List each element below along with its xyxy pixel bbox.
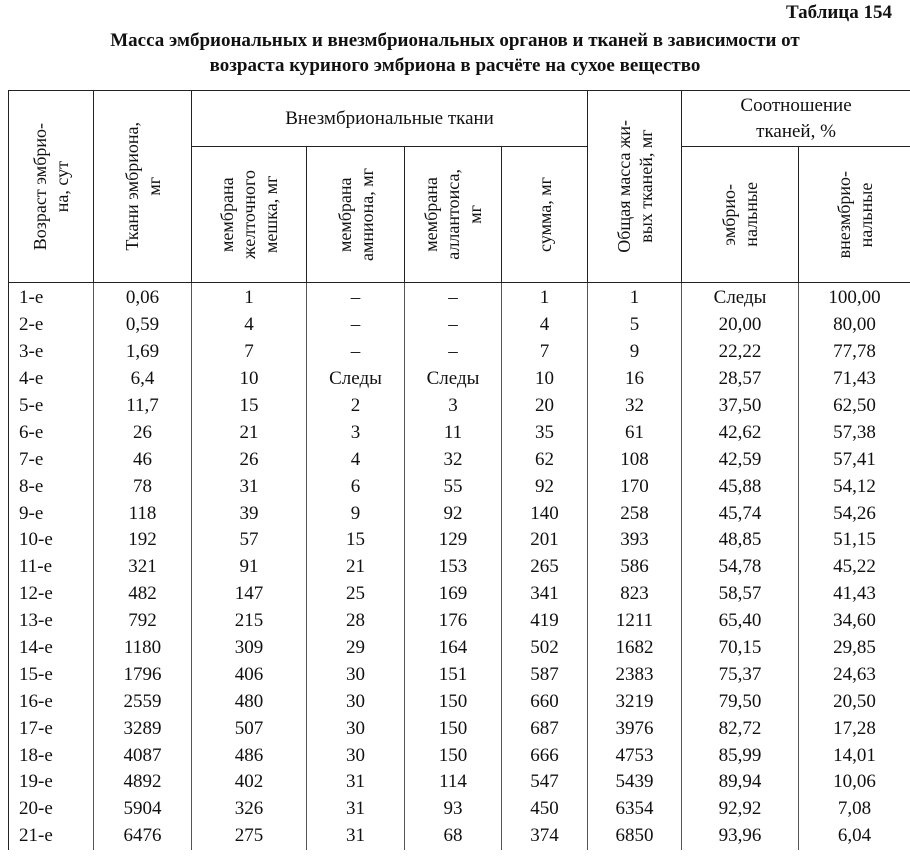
table-cell: 57,38 xyxy=(799,419,910,446)
table-row xyxy=(9,796,910,823)
table-cell: 16 xyxy=(588,366,682,393)
table-cell: 41,43 xyxy=(799,581,910,608)
table-cell: 1,69 xyxy=(94,339,192,366)
table-cell: 31 xyxy=(307,769,405,796)
table-cell: 502 xyxy=(502,635,588,662)
table-cell: 7 xyxy=(502,339,588,366)
table-row xyxy=(9,608,910,635)
table-cell: 80,00 xyxy=(799,312,910,339)
table-cell: 3 xyxy=(307,419,405,446)
table-row xyxy=(9,393,910,420)
table-row xyxy=(9,312,910,339)
table-cell: 1-е xyxy=(9,283,94,312)
table-cell: 258 xyxy=(588,500,682,527)
table-cell: 3-е xyxy=(9,339,94,366)
table-cell: 13-е xyxy=(9,608,94,635)
table-cell: 1 xyxy=(502,283,588,312)
table-cell: 17,28 xyxy=(799,715,910,742)
table-cell: 45,22 xyxy=(799,554,910,581)
table-cell: 58,57 xyxy=(682,581,799,608)
table-cell: 85,99 xyxy=(682,742,799,769)
table-cell: 46 xyxy=(94,446,192,473)
header-total-mass: Общая масса жи- вых тканей, мг xyxy=(588,91,682,283)
header-sum: сумма, мг xyxy=(502,147,588,283)
table-cell: 2559 xyxy=(94,688,192,715)
table-cell: 91 xyxy=(192,554,307,581)
table-cell: 480 xyxy=(192,688,307,715)
table-cell: 28,57 xyxy=(682,366,799,393)
header-amnion: мембрана амниона, мг xyxy=(307,147,405,283)
table-cell: 21 xyxy=(307,554,405,581)
table-cell: 6850 xyxy=(588,823,682,850)
table-row xyxy=(9,581,910,608)
table-cell: 6-е xyxy=(9,419,94,446)
table-cell: 26 xyxy=(94,419,192,446)
table-cell: – xyxy=(405,312,502,339)
table-cell: 54,12 xyxy=(799,473,910,500)
table-cell: 29 xyxy=(307,635,405,662)
table-row xyxy=(9,554,910,581)
table-cell: 37,50 xyxy=(682,393,799,420)
table-cell: 65,40 xyxy=(682,608,799,635)
table-cell: 170 xyxy=(588,473,682,500)
table-cell: 8-е xyxy=(9,473,94,500)
table-cell: 10,06 xyxy=(799,769,910,796)
table-cell: 22,22 xyxy=(682,339,799,366)
table-cell: 6354 xyxy=(588,796,682,823)
table-cell: 42,62 xyxy=(682,419,799,446)
table-cell: 3219 xyxy=(588,688,682,715)
table-cell: 20,50 xyxy=(799,688,910,715)
table-cell: 176 xyxy=(405,608,502,635)
table-row xyxy=(9,366,910,393)
table-cell: 32 xyxy=(588,393,682,420)
table-cell: 0,59 xyxy=(94,312,192,339)
table-cell: 151 xyxy=(405,661,502,688)
table-cell: 402 xyxy=(192,769,307,796)
table-cell: 2383 xyxy=(588,661,682,688)
table-cell: 10 xyxy=(192,366,307,393)
table-cell: 92 xyxy=(502,473,588,500)
table-cell: 486 xyxy=(192,742,307,769)
table-cell: 57,41 xyxy=(799,446,910,473)
table-cell: 4 xyxy=(307,446,405,473)
header-ratio-group: Соотношение тканей, % xyxy=(682,91,910,147)
table-cell: 118 xyxy=(94,500,192,527)
header-embryo-tissue: Ткани эмбриона, мг xyxy=(94,91,192,283)
table-cell: 587 xyxy=(502,661,588,688)
header-extra-embryonic-ratio: внезмбрио- нальные xyxy=(799,147,910,283)
table-row xyxy=(9,661,910,688)
table-cell: 82,72 xyxy=(682,715,799,742)
table-cell: 4-е xyxy=(9,366,94,393)
table-cell: 3289 xyxy=(94,715,192,742)
table-cell: 265 xyxy=(502,554,588,581)
table-cell: 150 xyxy=(405,742,502,769)
table-cell: 30 xyxy=(307,688,405,715)
table-cell: 21-е xyxy=(9,823,94,850)
table-cell: 7,08 xyxy=(799,796,910,823)
table-cell: 19-е xyxy=(9,769,94,796)
table-cell: 1 xyxy=(192,283,307,312)
table-cell: 16-е xyxy=(9,688,94,715)
table-cell: 4892 xyxy=(94,769,192,796)
table-row xyxy=(9,769,910,796)
table-cell: 147 xyxy=(192,581,307,608)
table-cell: 62,50 xyxy=(799,393,910,420)
table-cell: 1682 xyxy=(588,635,682,662)
table-cell: 42,59 xyxy=(682,446,799,473)
table-cell: 35 xyxy=(502,419,588,446)
table-cell: 7-е xyxy=(9,446,94,473)
header-yolk-sac: мембрана желточного мешка, мг xyxy=(192,147,307,283)
table-cell: 31 xyxy=(307,823,405,850)
table-cell: 1 xyxy=(588,283,682,312)
table-cell: 507 xyxy=(192,715,307,742)
table-cell: 9-е xyxy=(9,500,94,527)
table-cell: 341 xyxy=(502,581,588,608)
table-cell: 55 xyxy=(405,473,502,500)
table-cell: – xyxy=(405,339,502,366)
table-cell: 31 xyxy=(307,796,405,823)
table-cell: 78 xyxy=(94,473,192,500)
table-cell: 309 xyxy=(192,635,307,662)
table-cell: 6 xyxy=(307,473,405,500)
table-cell: 30 xyxy=(307,742,405,769)
header-extra-embryonic-group: Внезмбриональные ткани xyxy=(192,91,588,147)
table-cell: 482 xyxy=(94,581,192,608)
table-cell: 7 xyxy=(192,339,307,366)
table-cell: 1211 xyxy=(588,608,682,635)
table-cell: 100,00 xyxy=(799,283,910,312)
table-cell: Следы xyxy=(307,366,405,393)
table-cell: 823 xyxy=(588,581,682,608)
table-cell: 1796 xyxy=(94,661,192,688)
header-allantois: мембрана аллантоиса, мг xyxy=(405,147,502,283)
table-cell: – xyxy=(307,312,405,339)
table-cell: 70,15 xyxy=(682,635,799,662)
table-cell: 547 xyxy=(502,769,588,796)
table-cell: 393 xyxy=(588,527,682,554)
table-cell: 45,88 xyxy=(682,473,799,500)
table-cell: 15 xyxy=(192,393,307,420)
title-line-1: Масса эмбриональных и внезмбриональных органов и тканей в зависимости от xyxy=(110,30,800,51)
table-cell: 26 xyxy=(192,446,307,473)
table-cell: 68 xyxy=(405,823,502,850)
table-row xyxy=(9,715,910,742)
table-cell: 215 xyxy=(192,608,307,635)
table-cell: 20,00 xyxy=(682,312,799,339)
table-cell: 79,50 xyxy=(682,688,799,715)
table-cell: 687 xyxy=(502,715,588,742)
table-cell: Следы xyxy=(405,366,502,393)
table-cell: 30 xyxy=(307,715,405,742)
table-cell: 12-е xyxy=(9,581,94,608)
table-cell: 93 xyxy=(405,796,502,823)
table-cell: 4087 xyxy=(94,742,192,769)
table-cell: 24,63 xyxy=(799,661,910,688)
table-row xyxy=(9,688,910,715)
table-cell: 15-е xyxy=(9,661,94,688)
table-cell: 48,85 xyxy=(682,527,799,554)
table-cell: 321 xyxy=(94,554,192,581)
table-cell: 660 xyxy=(502,688,588,715)
table-cell: 39 xyxy=(192,500,307,527)
table-row xyxy=(9,446,910,473)
table-cell: 20-е xyxy=(9,796,94,823)
table-cell: 5904 xyxy=(94,796,192,823)
table-cell: 54,26 xyxy=(799,500,910,527)
table-cell: 450 xyxy=(502,796,588,823)
table-cell: 25 xyxy=(307,581,405,608)
table-cell: 3976 xyxy=(588,715,682,742)
table-cell: 1180 xyxy=(94,635,192,662)
table-cell: 153 xyxy=(405,554,502,581)
table-cell: 129 xyxy=(405,527,502,554)
table-cell: 15 xyxy=(307,527,405,554)
table-cell: 4 xyxy=(192,312,307,339)
table-cell: 77,78 xyxy=(799,339,910,366)
table-cell: 92 xyxy=(405,500,502,527)
table-cell: 5 xyxy=(588,312,682,339)
table-cell: 169 xyxy=(405,581,502,608)
table-cell: 150 xyxy=(405,688,502,715)
table-cell: 666 xyxy=(502,742,588,769)
table-cell: 164 xyxy=(405,635,502,662)
table-cell: 108 xyxy=(588,446,682,473)
table-cell: 21 xyxy=(192,419,307,446)
table-cell: 11-е xyxy=(9,554,94,581)
table-cell: 6476 xyxy=(94,823,192,850)
table-row xyxy=(9,635,910,662)
table-cell: 45,74 xyxy=(682,500,799,527)
table-row xyxy=(9,500,910,527)
table-cell: 31 xyxy=(192,473,307,500)
table-cell: 3 xyxy=(405,393,502,420)
table-cell: 4 xyxy=(502,312,588,339)
table-row xyxy=(9,742,910,769)
table-header xyxy=(9,91,910,283)
table-cell: 201 xyxy=(502,527,588,554)
table-cell: 18-е xyxy=(9,742,94,769)
table-cell: 10 xyxy=(502,366,588,393)
table-row xyxy=(9,527,910,554)
data-table xyxy=(8,90,910,850)
table-cell: 92,92 xyxy=(682,796,799,823)
table-cell: 14-е xyxy=(9,635,94,662)
table-cell: 71,43 xyxy=(799,366,910,393)
table-cell: 62 xyxy=(502,446,588,473)
table-cell: 89,94 xyxy=(682,769,799,796)
table-cell: 9 xyxy=(307,500,405,527)
table-cell: Следы xyxy=(682,283,799,312)
table-cell: 2 xyxy=(307,393,405,420)
table-cell: 5439 xyxy=(588,769,682,796)
table-body xyxy=(9,283,910,850)
table-cell: 17-е xyxy=(9,715,94,742)
table-cell: 34,60 xyxy=(799,608,910,635)
table-cell: – xyxy=(307,283,405,312)
table-cell: 14,01 xyxy=(799,742,910,769)
table-number: Таблица 154 xyxy=(785,2,892,23)
table-cell: 586 xyxy=(588,554,682,581)
table-cell: 32 xyxy=(405,446,502,473)
table-cell: 9 xyxy=(588,339,682,366)
title-line-2: возраста куриного эмбриона в расчёте на сухое вещество xyxy=(209,55,701,76)
table-cell: – xyxy=(307,339,405,366)
table-cell: 150 xyxy=(405,715,502,742)
table-row xyxy=(9,419,910,446)
table-cell: 419 xyxy=(502,608,588,635)
table-row xyxy=(9,823,910,850)
table-cell: 57 xyxy=(192,527,307,554)
table-cell: 4753 xyxy=(588,742,682,769)
table-cell: 2-е xyxy=(9,312,94,339)
table-cell: 406 xyxy=(192,661,307,688)
table-cell: 192 xyxy=(94,527,192,554)
table-cell: 6,4 xyxy=(94,366,192,393)
table-cell: 326 xyxy=(192,796,307,823)
table-cell: 61 xyxy=(588,419,682,446)
table-cell: 29,85 xyxy=(799,635,910,662)
table-cell: 20 xyxy=(502,393,588,420)
table-cell: 792 xyxy=(94,608,192,635)
table-cell: 11 xyxy=(405,419,502,446)
table-row xyxy=(9,339,910,366)
table-cell: 5-е xyxy=(9,393,94,420)
table-cell: 275 xyxy=(192,823,307,850)
table-cell: 0,06 xyxy=(94,283,192,312)
table-cell: 28 xyxy=(307,608,405,635)
table-cell: 374 xyxy=(502,823,588,850)
table-cell: 140 xyxy=(502,500,588,527)
header-age: Возраст эмбрио- на, сут xyxy=(9,91,94,283)
table-row xyxy=(9,283,910,312)
table-cell: 93,96 xyxy=(682,823,799,850)
header-embryonic-ratio: эмбрио- нальные xyxy=(682,147,799,283)
table-cell: 114 xyxy=(405,769,502,796)
table-cell: 30 xyxy=(307,661,405,688)
table-cell: 75,37 xyxy=(682,661,799,688)
table-title xyxy=(0,28,910,78)
table-cell: 54,78 xyxy=(682,554,799,581)
table-cell: 51,15 xyxy=(799,527,910,554)
table-row xyxy=(9,473,910,500)
table-cell: 11,7 xyxy=(94,393,192,420)
table-cell: 6,04 xyxy=(799,823,910,850)
table-cell: – xyxy=(405,283,502,312)
table-cell: 10-е xyxy=(9,527,94,554)
